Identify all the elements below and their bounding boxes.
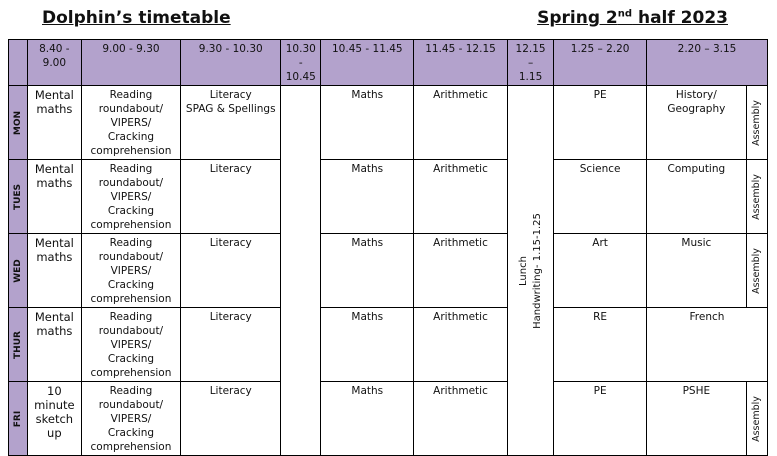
- header-cell: [507, 40, 553, 86]
- term-title-ordinal: nd: [617, 8, 633, 20]
- cell-line: roundabout/: [98, 103, 164, 115]
- assembly-cell: [746, 382, 767, 456]
- header-corner: [9, 40, 28, 86]
- cell-line: VIPERS/: [110, 265, 152, 277]
- cell-line: Literacy: [209, 385, 252, 397]
- day-row: [9, 308, 768, 382]
- cell-line: roundabout/: [98, 177, 164, 189]
- term-title-part: Spring 2: [537, 8, 618, 28]
- lesson-cell: Arithmetic: [414, 160, 508, 234]
- header-cell: 9.00 - 9.30: [81, 40, 181, 86]
- reading-cell: [81, 308, 181, 382]
- day-label: WED: [13, 258, 24, 283]
- lesson-cell: Maths: [321, 308, 414, 382]
- cell-line: Mental: [34, 236, 74, 250]
- timetable-grid: [8, 39, 768, 456]
- day-row: [9, 86, 768, 160]
- day-label: FRI: [13, 410, 24, 427]
- lesson-cell: Arithmetic: [414, 234, 508, 308]
- early-session-cell: [28, 86, 81, 160]
- cell-line: comprehension: [90, 441, 172, 453]
- day-label: MON: [13, 110, 24, 135]
- cell-line: VIPERS/: [110, 339, 152, 351]
- literacy-cell: [181, 86, 281, 160]
- assembly-cell: [746, 86, 767, 160]
- day-label-cell: [9, 86, 28, 160]
- header-cell: [281, 40, 321, 86]
- day-label-cell: [9, 234, 28, 308]
- day-label-cell: [9, 160, 28, 234]
- reading-cell: [81, 382, 181, 456]
- lesson-cell: Arithmetic: [414, 382, 508, 456]
- cell-line: maths: [36, 102, 73, 116]
- early-session-cell: [28, 234, 81, 308]
- break-column: [281, 86, 321, 456]
- cell-line: Reading: [109, 237, 153, 249]
- header-line: 9.00: [42, 57, 67, 69]
- day-row: [9, 382, 768, 456]
- header-cell: 2.20 – 3.15: [646, 40, 767, 86]
- cell-line: Reading: [109, 311, 153, 323]
- literacy-cell: [181, 382, 281, 456]
- cell-line: Mental: [34, 162, 74, 176]
- cell-line: sketch: [35, 412, 74, 426]
- lesson-cell: RE: [554, 308, 647, 382]
- timetable-title: Dolphin’s timetable: [42, 8, 231, 28]
- cell-line: Cracking: [107, 353, 155, 365]
- lesson-cell: Maths: [321, 160, 414, 234]
- cell-line: PSHE: [682, 385, 711, 397]
- assembly-label: Assembly: [750, 247, 762, 294]
- cell-line: Literacy: [209, 311, 252, 323]
- cell-line: Reading: [109, 385, 153, 397]
- header-line: 8.40 -: [39, 43, 70, 55]
- lesson-cell: [646, 86, 746, 160]
- header-cell: 9.30 - 10.30: [181, 40, 281, 86]
- assembly-cell: [746, 234, 767, 308]
- lesson-cell: Maths: [321, 382, 414, 456]
- lesson-cell: Maths: [321, 234, 414, 308]
- cell-line: minute: [34, 398, 75, 412]
- cell-line: Computing: [667, 163, 726, 175]
- lesson-cell: [646, 382, 746, 456]
- header-line: 1.15: [518, 71, 543, 83]
- cell-line: VIPERS/: [110, 413, 152, 425]
- day-label: THUR: [13, 330, 24, 359]
- cell-line: comprehension: [90, 367, 172, 379]
- assembly-label: Assembly: [750, 99, 762, 146]
- cell-line: Cracking: [107, 279, 155, 291]
- cell-line: roundabout/: [98, 251, 164, 263]
- cell-line: Cracking: [107, 427, 155, 439]
- lesson-cell: PE: [554, 382, 647, 456]
- header-cell: 10.45 - 11.45: [321, 40, 414, 86]
- cell-line: roundabout/: [98, 399, 164, 411]
- header-line: -: [298, 57, 303, 69]
- header-line: –: [527, 57, 534, 69]
- cell-line: maths: [36, 324, 73, 338]
- reading-cell: [81, 234, 181, 308]
- cell-line: Reading: [109, 163, 153, 175]
- reading-cell: [81, 86, 181, 160]
- cell-line: up: [47, 426, 62, 440]
- lesson-cell: [646, 234, 746, 308]
- cell-line: comprehension: [90, 145, 172, 157]
- cell-line: maths: [36, 176, 73, 190]
- cell-line: Literacy: [209, 89, 252, 101]
- lesson-cell: Art: [554, 234, 647, 308]
- lesson-cell: Arithmetic: [414, 86, 508, 160]
- literacy-cell: [181, 308, 281, 382]
- cell-line: Literacy: [209, 237, 252, 249]
- cell-line: maths: [36, 250, 73, 264]
- lesson-cell: [646, 308, 767, 382]
- cell-line: Reading: [109, 89, 153, 101]
- day-row: [9, 234, 768, 308]
- assembly-cell: [746, 160, 767, 234]
- header-cell: 1.25 – 2.20: [554, 40, 647, 86]
- cell-line: 10: [47, 384, 62, 398]
- lunch-label: [517, 213, 545, 329]
- header-row: [9, 40, 768, 86]
- cell-line: Cracking: [107, 131, 155, 143]
- lesson-cell: Science: [554, 160, 647, 234]
- literacy-cell: [181, 234, 281, 308]
- header-line: 12.15: [515, 43, 546, 55]
- lesson-cell: [646, 160, 746, 234]
- cell-line: Mental: [34, 310, 74, 324]
- cell-line: Music: [681, 237, 712, 249]
- day-label-cell: [9, 382, 28, 456]
- lesson-cell: PE: [554, 86, 647, 160]
- reading-cell: [81, 160, 181, 234]
- assembly-label: Assembly: [750, 395, 762, 442]
- cell-line: VIPERS/: [110, 191, 152, 203]
- assembly-label: Assembly: [750, 173, 762, 220]
- lesson-cell: Maths: [321, 86, 414, 160]
- day-row: [9, 160, 768, 234]
- early-session-cell: [28, 160, 81, 234]
- cell-line: French: [689, 311, 725, 323]
- term-title-year: half 2023: [632, 8, 728, 28]
- lesson-cell: Arithmetic: [414, 308, 508, 382]
- term-title: [537, 8, 728, 28]
- cell-line: Literacy: [209, 163, 252, 175]
- day-label: TUES: [13, 183, 24, 210]
- early-session-cell: [28, 308, 81, 382]
- cell-line: History/: [675, 89, 717, 101]
- day-label-cell: [9, 308, 28, 382]
- cell-line: comprehension: [90, 219, 172, 231]
- cell-line: roundabout/: [98, 325, 164, 337]
- header-line: 10.45: [285, 71, 316, 83]
- header-cell: 11.45 - 12.15: [414, 40, 508, 86]
- lunch-line: Lunch: [517, 255, 529, 286]
- early-session-cell: [28, 382, 81, 456]
- literacy-cell: [181, 160, 281, 234]
- cell-line: Geography: [667, 103, 726, 115]
- cell-line: comprehension: [90, 293, 172, 305]
- header-cell: [28, 40, 81, 86]
- cell-line: SPAG & Spellings: [185, 103, 276, 115]
- cell-line: VIPERS/: [110, 117, 152, 129]
- lunch-column: [507, 86, 553, 456]
- cell-line: Mental: [34, 88, 74, 102]
- handwriting-line: Handwriting- 1.15-1.25: [531, 212, 543, 329]
- header-line: 10.30: [285, 43, 316, 55]
- cell-line: Cracking: [107, 205, 155, 217]
